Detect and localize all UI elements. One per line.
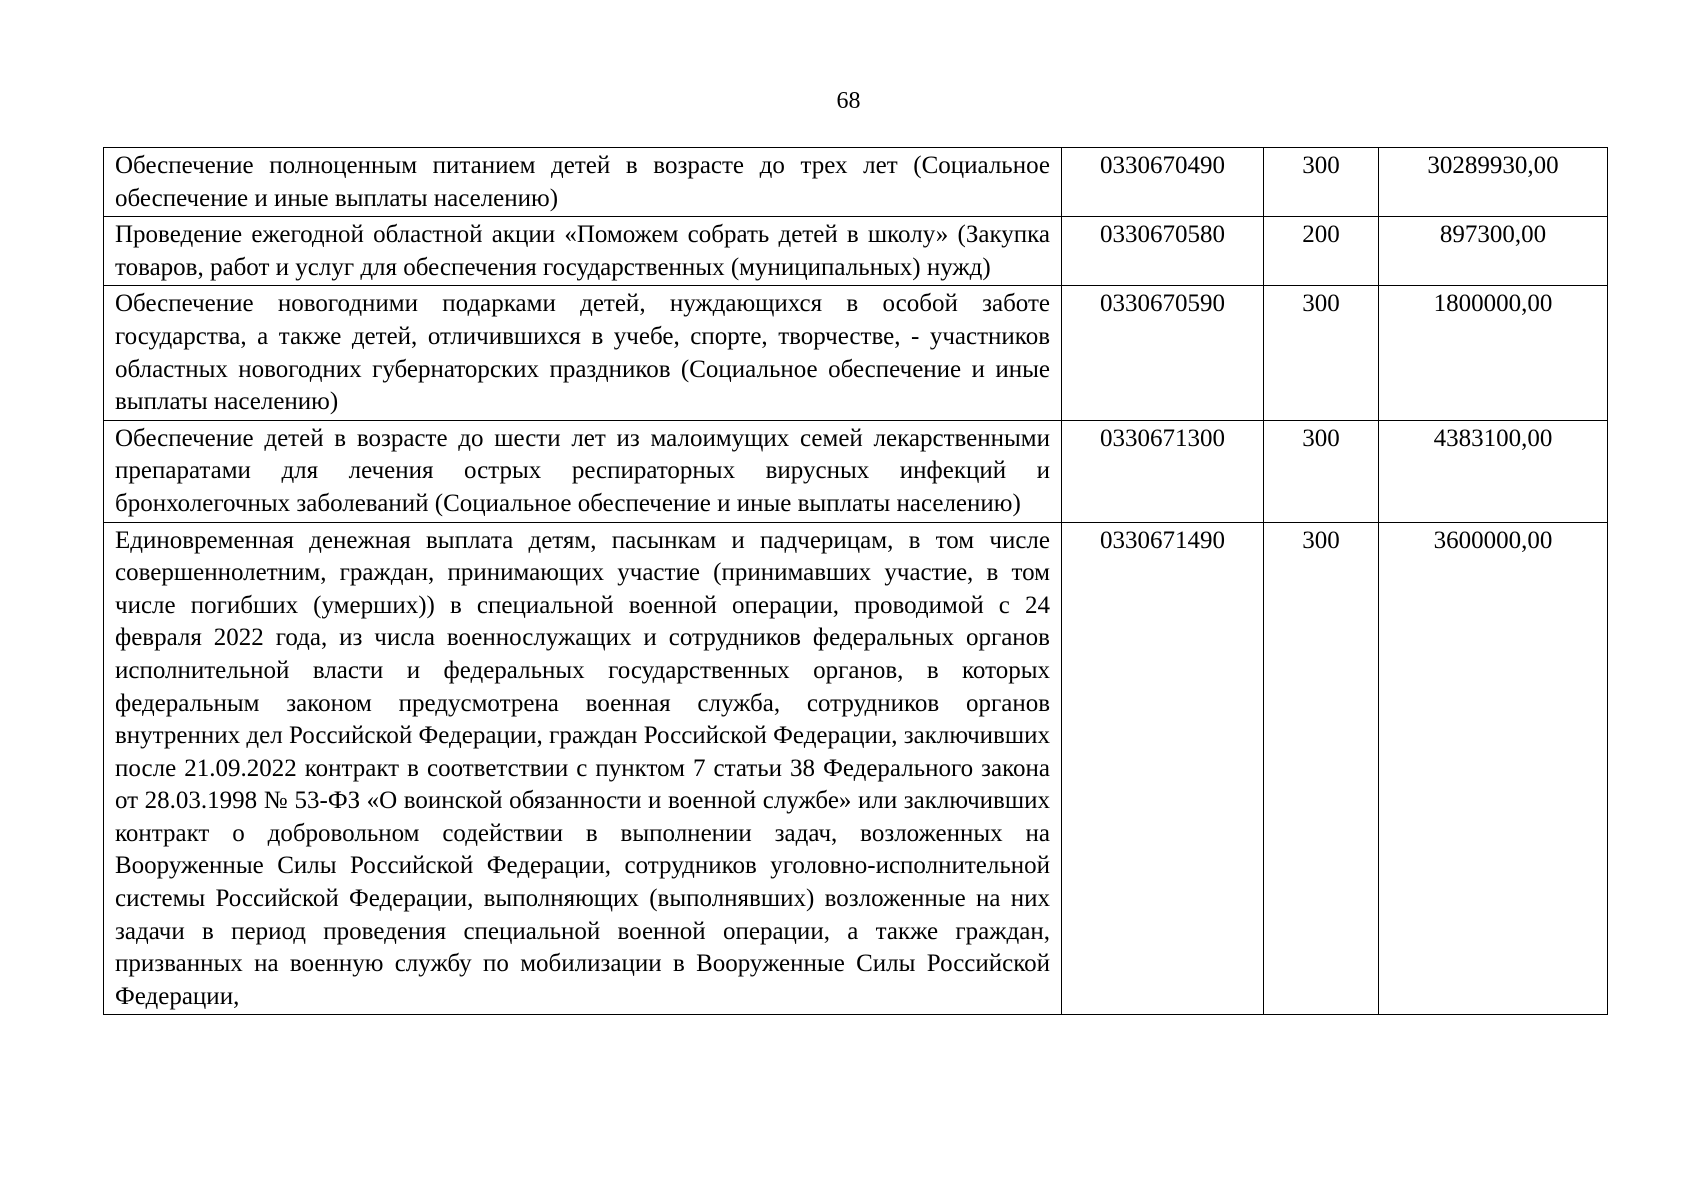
row-description: Проведение ежегодной областной акции «Поможем собрать детей в школу» (Закупка товаров, работ и услуг для обеспечения государственных (муниципальных) нужд) <box>104 217 1062 286</box>
row-expense-type: 300 <box>1264 522 1379 1015</box>
table-row <box>104 286 1608 420</box>
budget-table <box>103 147 1608 1015</box>
table-row <box>104 217 1608 286</box>
row-expense-type: 300 <box>1264 420 1379 522</box>
row-expense-type: 300 <box>1264 148 1379 217</box>
row-sum: 4383100,00 <box>1379 420 1608 522</box>
table-row <box>104 420 1608 522</box>
row-description: Обеспечение новогодними подарками детей, нуждающихся в особой заботе государства, а также детей, отличившихся в учебе, спорте, творчестве, - участников областных новогодних губернаторских праздников (Социальное обеспечение и иные выплаты населению) <box>104 286 1062 420</box>
row-description: Единовременная денежная выплата детям, пасынкам и падчерицам, в том числе совершеннолетним, граждан, принимающих участие (принимавших участие, в том числе погибших (умерших)) в специальной военной операции, проводимой с 24 февраля 2022 года, из числа военнослужащих и сотрудников федеральных органов исполнительной власти и федеральных государственных органов, в которых федеральным законом предусмотрена военная служба, сотрудников органов внутренних дел Российской Федерации, граждан Российской Федерации, заключивших после 21.09.2022 контракт в соответствии с пунктом 7 статьи 38 Федерального закона от 28.03.1998 № 53-ФЗ «О воинской обязанности и военной службе» или заключивших контракт о добровольном содействии в выполнении задач, возложенных на Вооруженные Силы Российской Федерации, сотрудников уголовно-исполнительной системы Российской Федерации, выполняющих (выполнявших) возложенные на них задачи в период проведения специальной военной операции, а также граждан, призванных на военную службу по мобилизации в Вооруженные Силы Российской Федерации, <box>104 522 1062 1015</box>
row-expense-type: 200 <box>1264 217 1379 286</box>
row-target-code: 0330670580 <box>1062 217 1264 286</box>
row-description: Обеспечение детей в возрасте до шести лет из малоимущих семей лекарственными препаратами для лечения острых респираторных вирусных инфекций и бронхолегочных заболеваний (Социальное обеспечение и иные выплаты населению) <box>104 420 1062 522</box>
row-expense-type: 300 <box>1264 286 1379 420</box>
row-target-code: 0330671300 <box>1062 420 1264 522</box>
row-sum: 30289930,00 <box>1379 148 1608 217</box>
row-description: Обеспечение полноценным питанием детей в возрасте до трех лет (Социальное обеспечение и иные выплаты населению) <box>104 148 1062 217</box>
row-target-code: 0330670590 <box>1062 286 1264 420</box>
row-sum: 3600000,00 <box>1379 522 1608 1015</box>
row-sum: 897300,00 <box>1379 217 1608 286</box>
row-target-code: 0330671490 <box>1062 522 1264 1015</box>
table-row <box>104 148 1608 217</box>
table-row <box>104 522 1608 1015</box>
row-target-code: 0330670490 <box>1062 148 1264 217</box>
page-number: 68 <box>836 88 861 114</box>
row-sum: 1800000,00 <box>1379 286 1608 420</box>
